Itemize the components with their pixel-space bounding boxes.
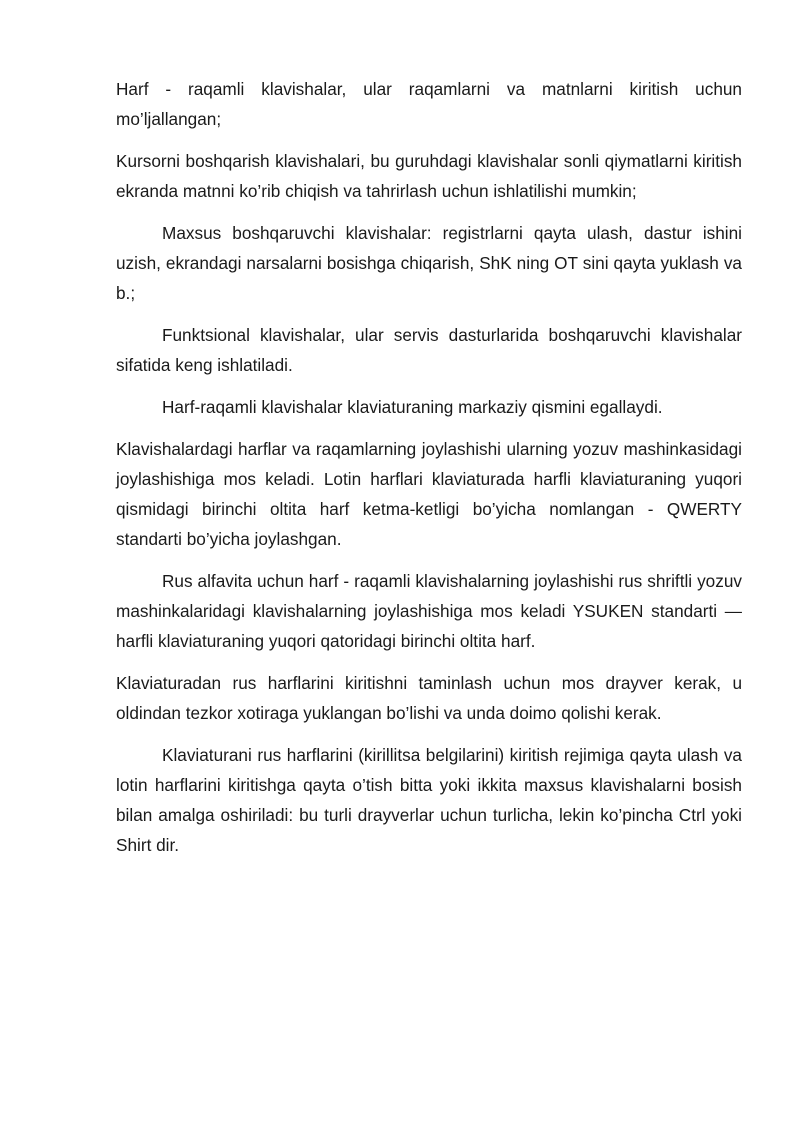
paragraph-3: Maxsus boshqaruvchi klavishalar: registrlarni qayta ulash, dastur ishini uzish, ekrandagi narsalarni bosishga chiqarish, ShK ning OT sini qayta yuklash va b.; [116, 223, 742, 303]
paragraph-4: Funktsional klavishalar, ular servis dasturlarida boshqaruvchi klavishalar sifatida keng ishlatiladi. [116, 325, 742, 375]
document-page [116, 74, 742, 872]
paragraph-5: Harf-raqamli klavishalar klaviaturaning markaziy qismini egallaydi. [162, 397, 663, 417]
paragraph-9: Klaviaturani rus harflarini (kirillitsa belgilarini) kiritish rejimiga qayta ulash va lotin harflarini kiritishga qayta o’tish bitta yoki ikkita maxsus klavishalarni bosish bilan amalga oshiriladi: bu turli drayverlar uchun turlicha, lekin ko’pincha Ctrl yoki Shirt dir. [116, 745, 742, 855]
paragraph-1: Harf - raqamli klavishalar, ular raqamlarni va matnlarni kiritish uchun mo’ljallangan; [116, 79, 742, 129]
paragraph-6: Klavishalardagi harflar va raqamlarning joylashishi ularning yozuv mashinkasidagi joylashishiga mos keladi. Lotin harflari klaviaturada harfli klaviaturaning yuqori qismidagi birinchi oltita harf ketma-ketligi bo’yicha nomlangan - QWERTY standarti bo’yicha joylashgan. [116, 439, 742, 549]
paragraph-8: Klaviaturadan rus harflarini kiritishni taminlash uchun mos drayver kerak, u oldindan tezkor xotiraga yuklangan bo’lishi va unda doimo qolishi kerak. [116, 673, 742, 723]
paragraph-7: Rus alfavita uchun harf - raqamli klavishalarning joylashishi rus shriftli yozuv mashinkalaridagi klavishalarning joylashishiga mos keladi YSUKEN standarti — harfli klaviaturaning yuqori qatoridagi birinchi oltita harf. [116, 571, 742, 651]
paragraph-2: Kursorni boshqarish klavishalari, bu guruhdagi klavishalar sonli qiymatlarni kiritish ekranda matnni ko’rib chiqish va tahrirlash uchun ishlatilishi mumkin; [116, 151, 742, 201]
